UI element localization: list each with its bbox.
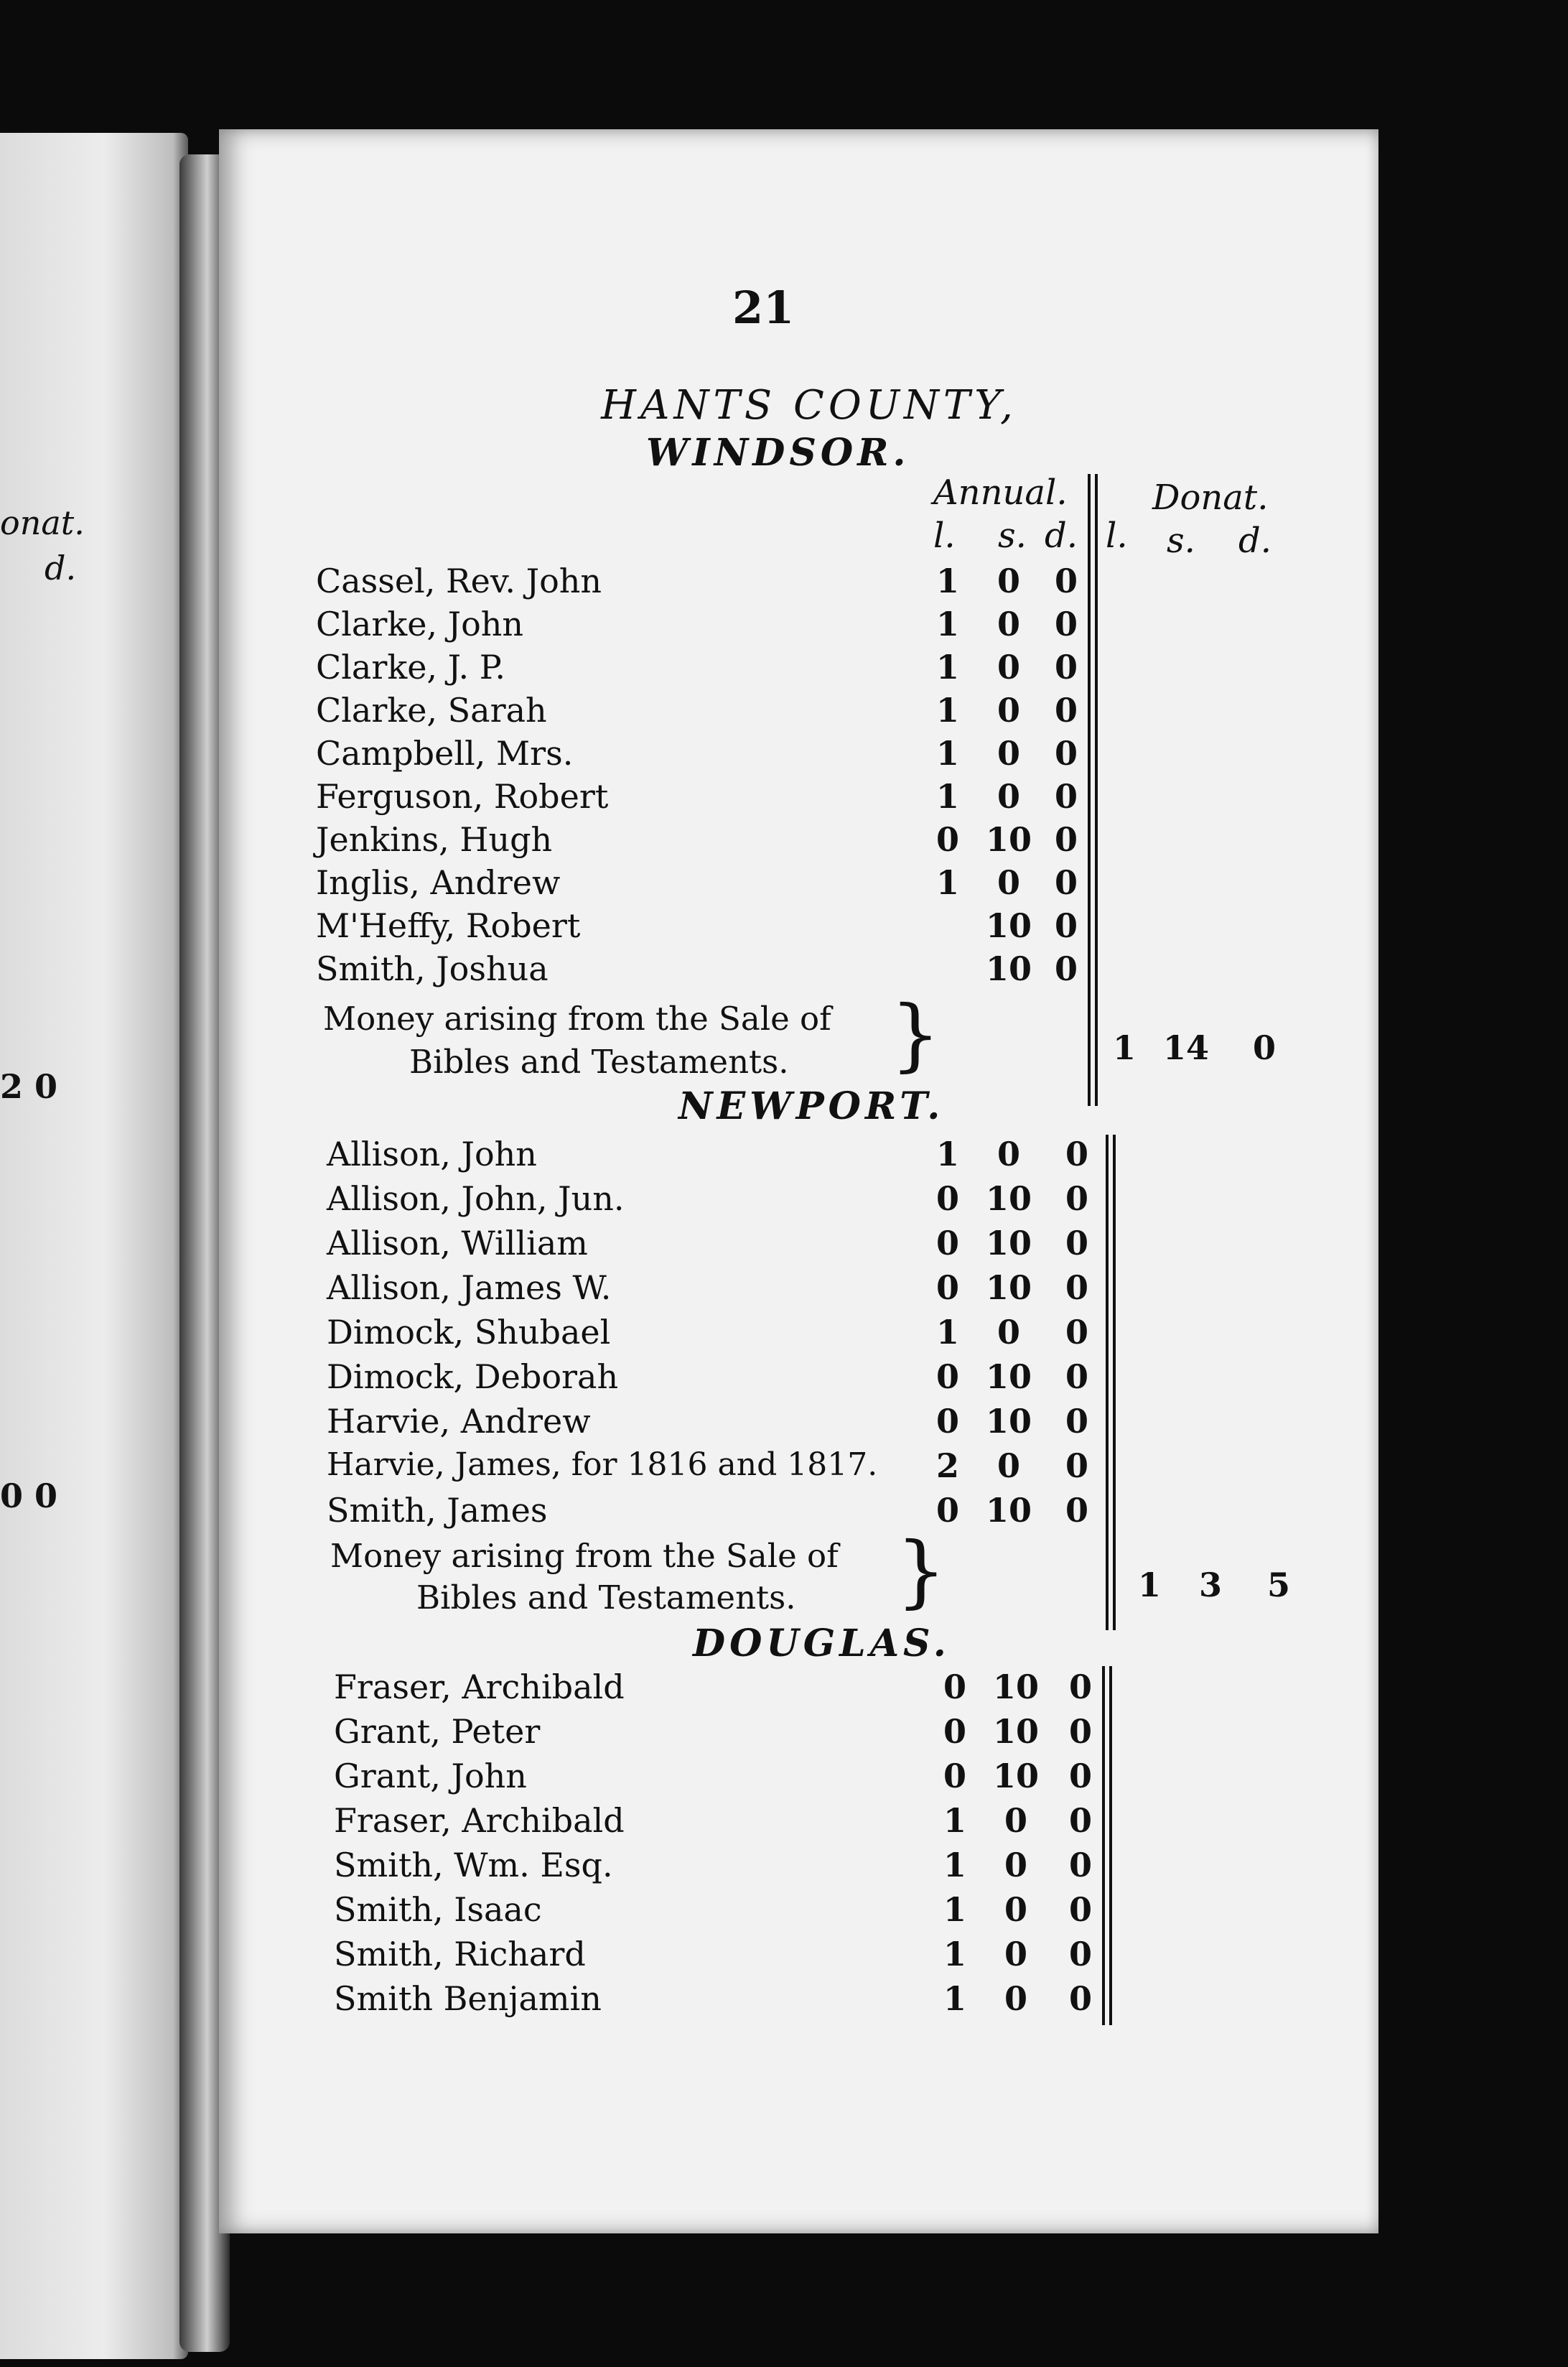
annual-pounds: 0	[935, 1491, 959, 1530]
table-row	[0, 906, 1568, 948]
table-row	[0, 1712, 1568, 1754]
donation-shillings: 3	[1199, 1566, 1223, 1604]
subscriber-name: Clarke, John	[316, 605, 524, 643]
annual-pence: 0	[1068, 1668, 1092, 1706]
page-number: 21	[732, 282, 795, 334]
annual-shillings: 10	[992, 1712, 1039, 1751]
table-row	[0, 605, 1568, 646]
subscriber-name: Grant, Peter	[334, 1712, 541, 1751]
table-row	[0, 1446, 1568, 1488]
donation-pounds: 1	[1138, 1566, 1162, 1604]
annual-pence: 0	[1068, 1846, 1092, 1884]
table-row	[0, 1179, 1568, 1221]
annual-header: Annual.	[933, 473, 1068, 513]
table-row	[0, 734, 1568, 776]
section-title-newport: NEWPORT.	[678, 1084, 945, 1128]
annual-pounds: 1	[943, 1801, 966, 1840]
annual-pence: 0	[1054, 734, 1078, 773]
annual-shillings: 0	[997, 777, 1020, 816]
subscriber-name: Ferguson, Robert	[316, 777, 609, 816]
subscriber-name: Harvie, James, for 1816 and 1817.	[327, 1446, 878, 1483]
annual-shillings: 10	[985, 1179, 1032, 1218]
annual-pence: 0	[1068, 1712, 1092, 1751]
money-line-1: Money arising from the Sale of	[323, 1000, 831, 1038]
subscriber-name: Cassel, Rev. John	[316, 562, 602, 600]
annual-pence: 0	[1054, 820, 1078, 859]
annual-shillings: 0	[997, 605, 1020, 643]
annual-pounds: 1	[943, 1846, 966, 1884]
annual-pence: 0	[1068, 1890, 1092, 1929]
donat-l-header: l.	[1106, 516, 1128, 556]
table-row	[0, 1313, 1568, 1354]
table-row	[0, 820, 1568, 862]
annual-pounds: 0	[935, 1402, 959, 1441]
subscriber-name: Dimock, Deborah	[327, 1357, 619, 1396]
annual-shillings: 10	[985, 820, 1032, 859]
annual-shillings: 0	[997, 1135, 1020, 1173]
annual-shillings: 10	[985, 906, 1032, 945]
annual-pence: 0	[1068, 1935, 1092, 1973]
annual-shillings: 10	[992, 1668, 1039, 1706]
brace: }	[896, 1525, 946, 1617]
table-row	[0, 691, 1568, 733]
annual-shillings: 0	[997, 648, 1020, 687]
subscriber-name: Smith, Isaac	[334, 1890, 542, 1929]
annual-l-header: l.	[933, 516, 956, 556]
annual-pence: 0	[1065, 1491, 1088, 1530]
annual-pence: 0	[1054, 562, 1078, 600]
annual-pence: 0	[1065, 1179, 1088, 1218]
donation-shillings: 14	[1163, 1028, 1210, 1067]
annual-pence: 0	[1054, 648, 1078, 687]
table-row	[0, 949, 1568, 991]
annual-pence: 0	[1065, 1402, 1088, 1441]
annual-pence: 0	[1054, 777, 1078, 816]
table-row	[0, 863, 1568, 905]
annual-pounds: 1	[935, 648, 959, 687]
table-row	[0, 1979, 1568, 2021]
annual-shillings: 10	[985, 949, 1032, 988]
annual-shillings: 10	[992, 1757, 1039, 1795]
annual-shillings: 0	[997, 562, 1020, 600]
annual-pounds: 1	[935, 1313, 959, 1352]
donat-d-header: d.	[1238, 521, 1271, 561]
table-row	[0, 1890, 1568, 1932]
table-row	[0, 1757, 1568, 1798]
left-page-fragment-2: 0 0	[0, 1477, 58, 1515]
annual-shillings: 0	[1004, 1979, 1027, 2018]
table-row	[0, 562, 1568, 603]
annual-shillings: 0	[1004, 1846, 1027, 1884]
annual-shillings: 10	[985, 1402, 1032, 1441]
annual-shillings: 0	[1004, 1801, 1027, 1840]
annual-shillings: 0	[997, 863, 1020, 902]
money-line-2: Bibles and Testaments.	[416, 1578, 796, 1617]
annual-pounds: 1	[935, 863, 959, 902]
subscriber-name: Fraser, Archibald	[334, 1801, 625, 1840]
annual-pence: 0	[1054, 906, 1078, 945]
annual-shillings: 10	[985, 1268, 1032, 1307]
table-row	[0, 1135, 1568, 1176]
subscriber-name: Smith, Wm. Esq.	[334, 1846, 613, 1884]
subscriber-name: Campbell, Mrs.	[316, 734, 574, 773]
annual-pounds: 0	[935, 820, 959, 859]
money-line-2: Bibles and Testaments.	[409, 1043, 789, 1081]
subscriber-name: Inglis, Andrew	[316, 863, 561, 902]
annual-pounds: 1	[943, 1890, 966, 1929]
annual-pence: 0	[1068, 1979, 1092, 2018]
subscriber-name: Smith, Joshua	[316, 949, 549, 988]
table-row	[0, 1224, 1568, 1265]
left-page-header-fragment: onat.	[0, 503, 85, 542]
donation-pence: 0	[1253, 1028, 1277, 1067]
table-row	[0, 1357, 1568, 1399]
table-row	[0, 648, 1568, 689]
annual-pence: 0	[1065, 1135, 1088, 1173]
annual-pounds: 0	[943, 1712, 966, 1751]
subscriber-name: Fraser, Archibald	[334, 1668, 625, 1706]
donation-pounds: 1	[1113, 1028, 1137, 1067]
subscriber-name: Allison, James W.	[327, 1268, 612, 1307]
annual-pounds: 1	[935, 562, 959, 600]
annual-pounds: 0	[935, 1268, 959, 1307]
annual-pounds: 0	[943, 1668, 966, 1706]
annual-pounds: 0	[943, 1757, 966, 1795]
table-row	[0, 1801, 1568, 1843]
subscriber-name: Dimock, Shubael	[327, 1313, 611, 1352]
annual-d-header: d.	[1045, 516, 1078, 556]
annual-pence: 0	[1065, 1224, 1088, 1262]
annual-pounds: 0	[935, 1357, 959, 1396]
annual-shillings: 10	[985, 1491, 1032, 1530]
annual-shillings: 10	[985, 1357, 1032, 1396]
annual-pence: 0	[1065, 1357, 1088, 1396]
subscriber-name: Allison, William	[327, 1224, 588, 1262]
annual-shillings: 0	[997, 734, 1020, 773]
subscriber-name: Allison, John, Jun.	[327, 1179, 625, 1218]
section-title-windsor: WINDSOR.	[646, 431, 910, 475]
subscriber-name: Smith, James	[327, 1491, 548, 1530]
annual-pence: 0	[1068, 1757, 1092, 1795]
left-page-fragment-1: 2 0	[0, 1067, 58, 1106]
annual-shillings: 0	[997, 1446, 1020, 1485]
annual-shillings: 0	[997, 1313, 1020, 1352]
table-row	[0, 1668, 1568, 1709]
money-line-1: Money arising from the Sale of	[330, 1537, 839, 1575]
table-row	[0, 1402, 1568, 1443]
annual-pounds: 2	[935, 1446, 959, 1485]
annual-pounds: 1	[935, 691, 959, 730]
donation-pence: 5	[1267, 1566, 1291, 1604]
table-row	[0, 1935, 1568, 1976]
subscriber-name: Clarke, Sarah	[316, 691, 547, 730]
annual-pence: 0	[1054, 949, 1078, 988]
annual-pounds: 0	[935, 1179, 959, 1218]
annual-pounds: 1	[935, 777, 959, 816]
annual-pounds: 0	[935, 1224, 959, 1262]
subscriber-name: Allison, John	[327, 1135, 537, 1173]
subscriber-name: Smith, Richard	[334, 1935, 586, 1973]
subscriber-name: Harvie, Andrew	[327, 1402, 591, 1441]
annual-pence: 0	[1054, 863, 1078, 902]
annual-pounds: 1	[935, 734, 959, 773]
annual-shillings: 0	[1004, 1890, 1027, 1929]
annual-pence: 0	[1065, 1268, 1088, 1307]
annual-shillings: 10	[985, 1224, 1032, 1262]
subscriber-name: Jenkins, Hugh	[316, 820, 553, 859]
table-row	[0, 777, 1568, 819]
annual-pounds: 1	[935, 1135, 959, 1173]
annual-pence: 0	[1068, 1801, 1092, 1840]
annual-shillings: 0	[997, 691, 1020, 730]
donat-s-header: s.	[1167, 521, 1195, 561]
annual-pounds: 1	[943, 1935, 966, 1973]
annual-pounds: 1	[943, 1979, 966, 2018]
annual-pence: 0	[1065, 1313, 1088, 1352]
annual-pence: 0	[1054, 605, 1078, 643]
left-page-subheader-fragment: d.	[45, 549, 77, 587]
annual-shillings: 0	[1004, 1935, 1027, 1973]
section-title-douglas: DOUGLAS.	[693, 1622, 951, 1665]
annual-s-header: s.	[998, 516, 1027, 556]
brace: }	[890, 988, 941, 1080]
annual-pence: 0	[1054, 691, 1078, 730]
annual-pence: 0	[1065, 1446, 1088, 1485]
subscriber-name: Clarke, J. P.	[316, 648, 506, 687]
annual-pounds: 1	[935, 605, 959, 643]
subscriber-name: Smith Benjamin	[334, 1979, 602, 2018]
subscriber-name: Grant, John	[334, 1757, 527, 1795]
county-title: HANTS COUNTY,	[601, 382, 1017, 429]
table-row	[0, 1846, 1568, 1887]
subscriber-name: M'Heffy, Robert	[316, 906, 581, 945]
table-row	[0, 1491, 1568, 1533]
donat-header: Donat.	[1152, 478, 1269, 518]
table-row	[0, 1268, 1568, 1310]
